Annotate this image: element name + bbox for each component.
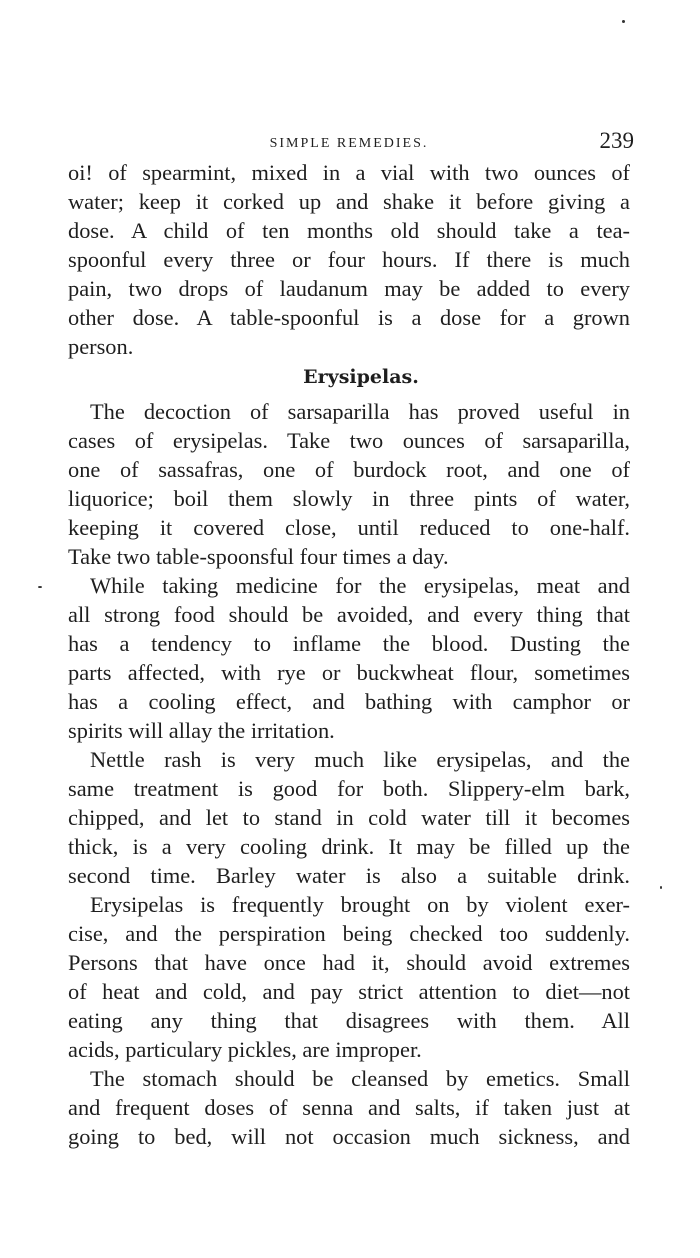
paragraph — [68, 1064, 630, 1151]
text-line: of heat and cold, and pay strict attention to diet—not — [68, 979, 630, 1004]
text-line: going to bed, will not occasion much sickness, and — [68, 1124, 630, 1149]
print-speck — [660, 886, 662, 889]
body-text — [68, 158, 630, 1151]
text-line: eating any thing that disagrees with them. All — [68, 1008, 630, 1033]
text-line: dose. A child of ten months old should take a tea- — [68, 218, 630, 243]
text-line: second time. Barley water is also a suitable drink. — [68, 863, 630, 888]
running-title: SIMPLE REMEDIES. — [269, 136, 429, 151]
text-line: parts affected, with rye or buckwheat flour, sometimes — [68, 660, 630, 685]
print-speck — [38, 586, 42, 588]
text-line: cases of erysipelas. Take two ounces of sarsaparilla, — [68, 428, 630, 453]
text-line: Take two table-spoonsful four times a day. — [68, 544, 449, 569]
text-line: Persons that have once had it, should avoid extremes — [68, 950, 630, 975]
text-line: person. — [68, 334, 134, 359]
text-line: acids, particulary pickles, are improper. — [68, 1037, 422, 1062]
text-line: keeping it covered close, until reduced to one-half. — [68, 515, 630, 540]
text-line: chipped, and let to stand in cold water till it becomes — [68, 805, 630, 830]
text-line: and frequent doses of senna and salts, if taken just at — [68, 1095, 630, 1120]
text-line: other dose. A table-spoonful is a dose for a grown — [68, 305, 630, 330]
text-line: all strong food should be avoided, and every thing that — [68, 602, 630, 627]
paragraph — [68, 397, 630, 571]
text-line: The decoction of sarsaparilla has proved useful in — [90, 399, 630, 424]
page-number: 239 — [599, 128, 634, 153]
text-line: spoonful every three or four hours. If there is much — [68, 247, 630, 272]
text-line: has a cooling effect, and bathing with camphor or — [68, 689, 630, 714]
text-line: thick, is a very cooling drink. It may be filled up the — [68, 834, 630, 859]
paragraph — [68, 158, 630, 361]
paragraph — [68, 890, 630, 1064]
text-line: pain, two drops of laudanum may be added to every — [68, 276, 630, 301]
running-head — [68, 118, 634, 158]
text-line: While taking medicine for the erysipelas, meat and — [90, 573, 630, 598]
text-line: one of sassafras, one of burdock root, and one of — [68, 457, 630, 482]
text-line: cise, and the perspiration being checked too suddenly. — [68, 921, 630, 946]
text-line: spirits will allay the irritation. — [68, 718, 335, 743]
text-line: Erysipelas is frequently brought on by violent exer- — [90, 892, 630, 917]
text-line: Nettle rash is very much like erysipelas, and the — [90, 747, 630, 772]
text-line: oi! of spearmint, mixed in a vial with two ounces of — [68, 160, 630, 185]
text-line: The stomach should be cleansed by emetics. Small — [90, 1066, 630, 1091]
paragraph — [68, 571, 630, 745]
text-line: same treatment is good for both. Slippery-elm bark, — [68, 776, 630, 801]
paragraph — [68, 745, 630, 890]
print-speck — [622, 20, 625, 23]
text-line: water; keep it corked up and shake it before giving a — [68, 189, 630, 214]
book-page — [68, 118, 634, 1151]
text-line: liquorice; boil them slowly in three pints of water, — [68, 486, 630, 511]
text-line: has a tendency to inflame the blood. Dusting the — [68, 631, 630, 656]
section-heading: Erysipelas. — [303, 366, 419, 388]
